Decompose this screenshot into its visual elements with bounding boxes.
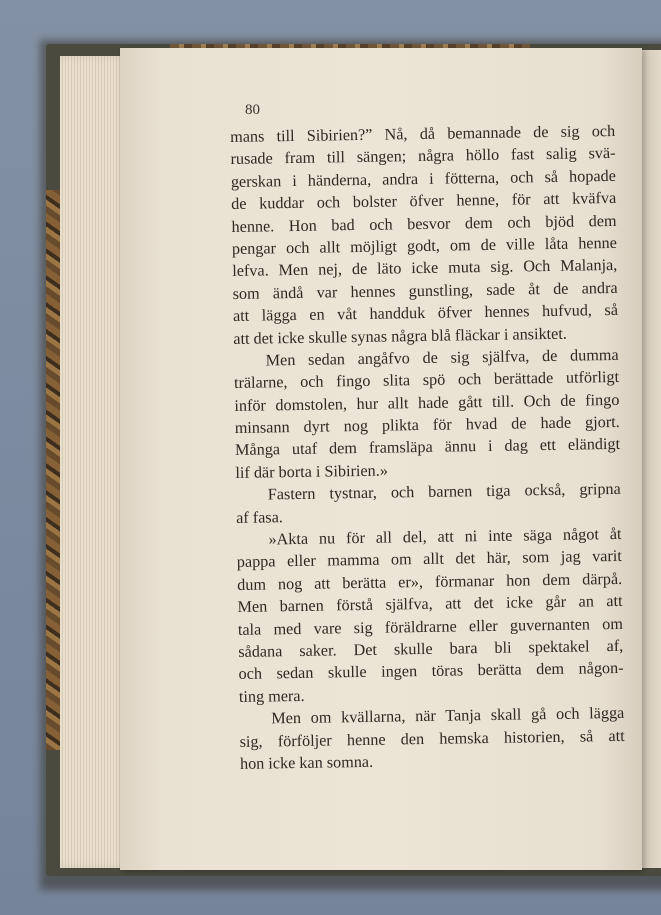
text-line: trälarne, och fingo slita spö och berättade utförligt: [233, 368, 620, 393]
text-line: pappa eller mamma om allt det här, som jag varit: [236, 547, 622, 572]
text-line: tala med vare sig föräldrarne eller guvernanten om: [237, 614, 624, 639]
text-line: mans till Sibirien?” Nå, då bemannade de sig och: [230, 121, 616, 146]
text-line: af fasa.: [236, 507, 284, 527]
text-line: dum nog att berätta er», förmanar hon dem därpå.: [237, 569, 623, 594]
text-line: minsann dyrt nog plikta för hvad de hade gjort.: [234, 412, 620, 438]
text-line: sig, förföljer henne den hemska historien, så att: [239, 726, 625, 751]
page-number: 80: [245, 102, 260, 118]
text-line: Fastern tystnar, och barnen tiga också, gripna: [267, 480, 621, 504]
text-line: henne. Hon bad och besvor dem och bjöd dem: [231, 211, 617, 236]
text-line: ting mera.: [238, 686, 305, 706]
text-line: gerskan i händerna, andra i fötterna, och så hopade: [230, 166, 616, 191]
text-line: rusade fram till sängen; några höllo fast salig svä-: [230, 144, 616, 169]
text-line: pengar och allt möjligt godt, om de ville låta henne: [231, 233, 618, 258]
text-line: »Akta nu för all del, att ni inte säga något åt: [268, 524, 622, 549]
text-line: att det icke skulle synas några blå fläckar i ansiktet.: [233, 324, 567, 348]
text-line: Men om kvällarna, när Tanja skall gå och lägga: [271, 704, 625, 728]
text-line: Men barnen förstå själfva, att det icke går an att: [237, 592, 623, 617]
text-line: hon icke kan somna.: [239, 752, 374, 773]
text-line: Men sedan angåfvo de sig själfva, de dumma: [265, 345, 619, 370]
text-line: lif där borta i Sibirien.»: [235, 461, 388, 482]
text-line: lefva. Men nej, de läto icke muta sig. Och Malanja,: [232, 256, 618, 281]
text-line: som ändå var hennes gunstling, sade åt de andra: [232, 278, 618, 303]
text-line: att lägga en våt handduk öfver hennes hufvud, så: [232, 301, 619, 326]
text-line: sådana saker. Det skulle bara bli spektakel af,: [238, 636, 624, 661]
facing-page-edge: [641, 50, 661, 868]
page-text: [230, 120, 625, 775]
text-line: inför domstolen, hur allt hade gått till. Och de fingo: [234, 390, 620, 415]
text-line: de kuddar och bolster öfver henne, för att kväfva: [231, 189, 617, 214]
text-line: och sedan skulle ingen töras berätta dem någon-: [238, 659, 624, 684]
text-line: Många utaf dem framsläpa ännu i dag ett eländigt: [234, 435, 621, 460]
